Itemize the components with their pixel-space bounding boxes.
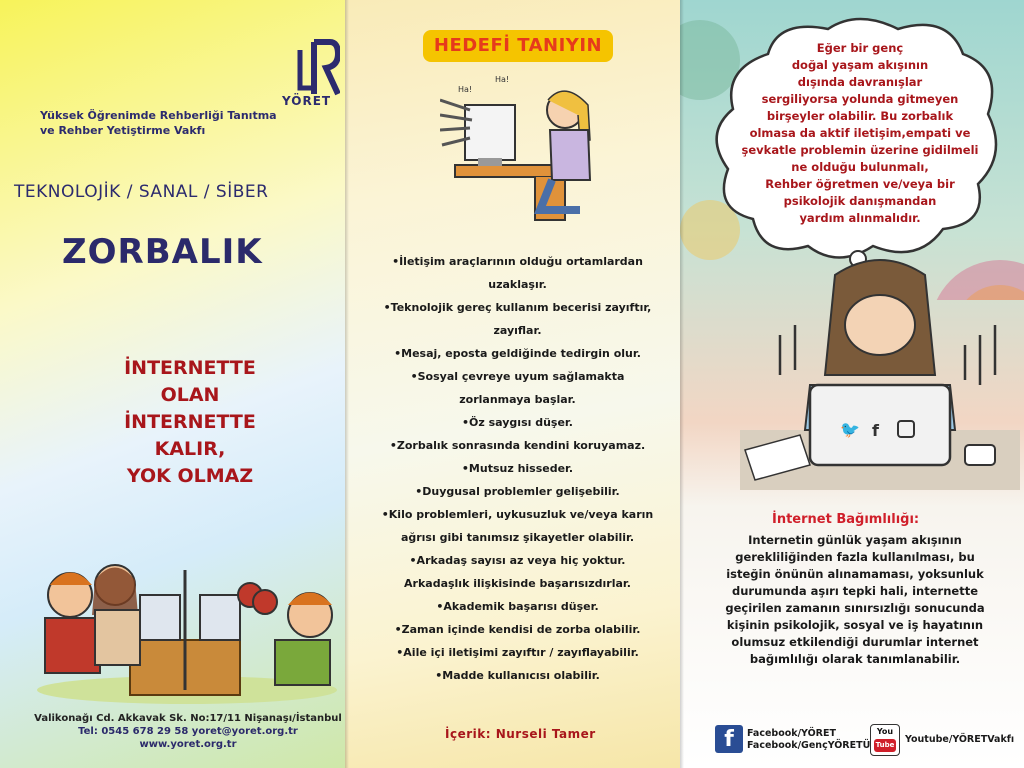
facebook-pages: [747, 728, 870, 752]
facebook-link: Facebook/GençYÖRETÜ: [747, 740, 871, 751]
advice-line: doğal yaşam akışının: [791, 58, 929, 72]
twitter-icon: 🐦: [840, 420, 860, 439]
target-panel: [345, 0, 680, 768]
address: Valikonağı Cd. Akkavak Sk. No:17/11 Nişanaşı/İstanbul: [34, 713, 342, 724]
list-item: •Mesaj, eposta geldiğinde tedirgin olur.: [394, 347, 641, 360]
list-item: •Duygusal problemler gelişebilir.: [415, 485, 620, 498]
logo-text: YÖRET: [282, 94, 332, 108]
illustration-label: Ha!: [458, 85, 473, 94]
content-credit: İçerik: Nurseli Tamer: [445, 727, 596, 741]
advice-line: şevkatle problemin üzerine gidilmeli: [741, 143, 979, 157]
advice-line: psikolojik danışmandan: [783, 194, 937, 208]
contact-info: [28, 712, 345, 751]
definition-line: isteğin önünün alınamaması, yoksunluk: [726, 567, 984, 581]
facebook-link: Facebook/YÖRET: [747, 728, 836, 739]
social-links: [705, 722, 1020, 762]
advice-text: [740, 40, 980, 227]
definition-line: durumunda aşırı tepki hali, internette: [732, 584, 978, 598]
advice-panel: [680, 0, 1024, 768]
slogan-line: OLAN: [160, 384, 220, 406]
cover-panel: [0, 0, 345, 768]
fold-line: [680, 0, 684, 768]
advice-line: Rehber öğretmen ve/veya bir: [765, 177, 955, 191]
definition-line: geçirilen zamanın sınırsızlığı sonucunda: [725, 601, 985, 615]
list-item: •Zaman içinde kendisi de zorba olabilir.: [394, 623, 641, 636]
definition-line: kişinin psikolojik, sosyal ve iş hayatının: [726, 618, 984, 632]
girl-at-laptop-illustration: [740, 255, 1020, 495]
list-item: •Akademik başarısı düşer.: [436, 600, 599, 613]
advice-line: ne olduğu bulunmalı,: [791, 160, 929, 174]
advice-line: birşeyler olabilir. Bu zorbalık: [766, 109, 954, 123]
list-item: •Öz saygısı düşer.: [462, 416, 573, 429]
advice-line: yardım alınmalıdır.: [799, 211, 921, 225]
advice-line: Eğer bir genç: [816, 41, 904, 55]
section-title: İnternet Bağımlılığı:: [772, 512, 920, 527]
list-item: •Aile içi iletişimi zayıftır / zayıflayabilir.: [396, 646, 639, 659]
list-item: •İletişim araçlarının olduğu ortamlardan uzaklaşır.: [392, 255, 643, 291]
youtube-channel: Youtube/YÖRETVakfı: [905, 734, 1015, 745]
slogan-line: İNTERNETTE: [124, 411, 256, 433]
list-item: •Madde kullanıcısı olabilir.: [435, 669, 600, 682]
definition-line: olumsuz etkilendiği durumlar internet: [731, 635, 979, 649]
panel-title: HEDEFİ TANIYIN: [423, 30, 613, 62]
advice-line: dışında davranışlar: [797, 75, 923, 89]
list-item: •Mutsuz hisseder.: [461, 462, 574, 475]
definition-line: Internetin günlük yaşam akışının: [748, 533, 962, 547]
advice-line: olmasa da aktif iletişim,empati ve: [749, 126, 971, 140]
list-item: •Teknolojik gereç kullanım becerisi zayıftır, zayıflar.: [383, 301, 652, 337]
facebook-icon: f: [715, 725, 743, 753]
definition-line: bağımlılığı olarak tanımlanabilir.: [749, 652, 961, 666]
subtitle: TEKNOLOJİK / SANAL / SİBER: [14, 182, 269, 202]
internet-addiction-definition: [705, 532, 1005, 668]
slogan: [70, 355, 310, 490]
org-line: Yüksek Öğrenimde Rehberliği Tanıtma: [40, 109, 277, 122]
list-item: •Zorbalık sonrasında kendini koruyamaz.: [389, 439, 646, 452]
warning-signs-list: [365, 250, 670, 687]
list-item: •Kilo problemleri, uykusuzluk ve/veya karın ağrısı gibi tanımsız şikayetler olabilir.: [381, 508, 654, 544]
facebook-logo-icon: f: [872, 421, 879, 440]
list-item: •Sosyal çevreye uyum sağlamakta zorlanmaya başlar.: [410, 370, 625, 406]
definition-line: gerekliliğinden fazla kullanılması, bu: [735, 550, 975, 564]
cyberbullying-illustration: [30, 540, 345, 705]
youtube-icon-text: You: [876, 727, 894, 736]
illustration-label: Ha!: [495, 75, 510, 84]
phone-email: Tel: 0545 678 29 58 yoret@yoret.org.tr: [78, 726, 298, 737]
organization-name: [40, 108, 340, 138]
list-item: •Arkadaş sayısı az veya hiç yoktur. Arkadaşlık ilişkisinde başarısızdırlar.: [404, 554, 631, 590]
advice-line: sergiliyorsa yolunda gitmeyen: [761, 92, 959, 106]
slogan-line: İNTERNETTE: [124, 357, 256, 379]
victim-at-computer-illustration: [440, 70, 610, 230]
youtube-icon-text: Tube: [874, 739, 896, 752]
org-line: ve Rehber Yetiştirme Vakfı: [40, 124, 206, 137]
website: www.yoret.org.tr: [139, 739, 237, 750]
main-title: ZORBALIK: [62, 232, 263, 272]
slogan-line: YOK OLMAZ: [126, 465, 254, 487]
slogan-line: KALIR,: [154, 438, 226, 460]
youtube-icon: [870, 724, 900, 756]
fold-line: [345, 0, 349, 768]
